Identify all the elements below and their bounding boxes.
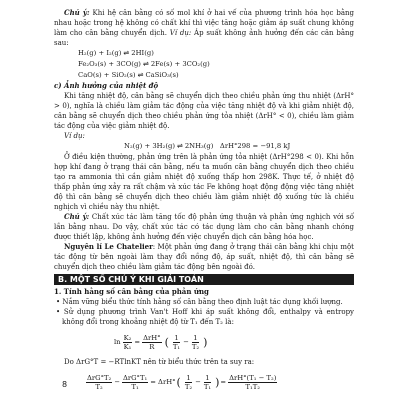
numerator: ΔrG°T₂ (87, 373, 112, 382)
equation-hi (78, 48, 354, 59)
temperature-paragraph: Khi tăng nhiệt độ, cân bằng sẽ chuyển dịch theo chiều phản ứng thu nhiệt (ΔrH° > 0), nghĩa là chiều làm giảm tác động của việc tăng nhiệt độ và khi giảm nhiệt độ, cân bằng sẽ chuyển dịch theo chiều phản ứng tỏa nhiệt (ΔrH° < 0), chiều làm giảm tác động của việc giảm nhiệt độ. (54, 92, 354, 130)
numerator: ΔrG°T₁ (122, 373, 148, 382)
denominator: T₁ (172, 342, 181, 351)
denominator: T₂ (184, 382, 193, 391)
numerator: 1 (174, 333, 179, 342)
equation-casio3 (78, 70, 354, 81)
eq-left: N₂(g) + 3H₂(g) (124, 142, 175, 150)
minus-sign: − (183, 338, 189, 346)
equilibrium-arrow-icon: ⇌ (142, 60, 149, 68)
example-text: Áp suất không ảnh hưởng đến các cân bằng sau: (54, 29, 355, 47)
equation-nh3 (124, 141, 354, 152)
numerator: 1 (193, 333, 198, 342)
note-text: Khi hệ cân bằng có số mol khí ở hai vế của phương trình hóa học bằng nhau hoặc trong hệ không có chất khí thì việc tăng hoặc giảm áp suất chung không làm cho cân bằng chuyển dịch. (54, 9, 355, 37)
numerator: 1 (205, 373, 210, 382)
bullet-icon: • (56, 308, 64, 316)
open-paren: ( (176, 375, 181, 389)
eq-left: H₂(g) + I₂(g) (78, 49, 122, 57)
eq-right: CaSiO₃(s) (145, 71, 179, 79)
denominator: K₁ (123, 342, 132, 351)
subsection-1-heading: 1. Tính hằng số cân bằng của phản ứng (54, 287, 209, 296)
note-label: Chú ý: (64, 212, 90, 221)
fraction (191, 334, 200, 351)
numerator: ΔrH° (143, 333, 161, 342)
numerator: ΔrH°(T₁ − T₂) (229, 373, 277, 382)
eq-right: 2HI(g) (131, 49, 154, 57)
industrial-paragraph: Ở điều kiện thường, phản ứng trên là phản ứng tỏa nhiệt (ΔrH°298 < 0). Khi hỗn hợp khí đang ở trạng thái cân bằng, nếu ta muốn cân bằng chuyển dịch theo chiều tạo ra ammonia thì cần giảm nhiệt độ xuống thấp hơn 298K. Thực tế, ở nhiệt độ thấp phản ứng xảy ra rất chậm và xúc tác Fe không hoạt động động việc tăng nhiệt độ thì cân bằng sẽ chuyển dịch theo chiều làm giảm nhiệt độ xuống tức là chiều nghịch vì chiều này thu nhiệt. (54, 153, 354, 211)
note-pressure (54, 8, 354, 48)
eq-right: 2Fe(s) + 3CO₂(g) (150, 60, 210, 68)
fraction (86, 374, 112, 391)
page-number: 8 (62, 380, 68, 389)
bullet-icon: • (56, 298, 63, 306)
equilibrium-arrow-icon: ⇌ (123, 49, 130, 57)
derivation-intro: Do ΔrG°T = −RTlnKT nên từ biểu thức trên ta suy ra: (64, 358, 255, 366)
eq-left: Fe₂O₃(s) + 3CO(g) (78, 60, 141, 68)
equilibrium-arrow-icon: ⇌ (137, 71, 144, 79)
equation-fe2o3 (78, 59, 354, 70)
list-item-text: Nắm vững biểu thức tính hằng số cân bằng theo định luật tác dụng khối lượng. (62, 298, 343, 306)
equals-sign: = (134, 338, 141, 346)
vant-hoff-equation (114, 331, 354, 353)
temperature-example-label (54, 131, 354, 141)
section-b-heading: B. MỘT SỐ CHÚ Ý KHI GIẢI TOÁN (54, 274, 354, 285)
note-text: Chất xúc tác làm tăng tốc độ phản ứng thuận và phản ứng nghịch với số lần bằng nhau. Do vậy, chất xúc tác có tác dụng làm cho cân bằng nhanh chóng được thiết lập, không ảnh hưởng đến việc chuyển dịch cân bằng hóa học. (54, 213, 354, 241)
equilibrium-arrow-icon: ⇌ (176, 142, 183, 150)
principle-text: : Một phản ứng đang ở trạng thái cân bằng khi chịu một tác động từ bên ngoài làm thay đổi nồng độ, áp suất, nhiệt độ, thì cân bằng sẽ chuyển dịch theo chiều làm giảm tác động bên ngoài đó. (54, 243, 354, 271)
list-item (54, 297, 354, 307)
minus-sign: − (195, 378, 201, 386)
section-c-heading: c) Ảnh hưởng của nhiệt độ (54, 81, 159, 90)
principle-label: Nguyên lí Le Chatelier (64, 242, 153, 251)
denominator: T₂ (95, 382, 103, 391)
denominator: T₁ (203, 382, 212, 391)
list-item (54, 307, 354, 327)
list-item-text: Sử dụng phương trình Van't Hoff khi áp suất không đổi, enthalpy và entropy không đổi trong khoảng nhiệt độ từ T₁ đến T₂ là: (62, 308, 355, 326)
fraction (122, 374, 148, 391)
fraction (142, 334, 161, 351)
le-chatelier-principle (54, 242, 354, 272)
fraction (123, 334, 133, 351)
note-label: Chú ý: (64, 8, 90, 17)
close-paren: ) (215, 375, 220, 389)
numerator: K₂ (123, 333, 132, 342)
document-page (54, 8, 354, 396)
fraction (228, 374, 277, 391)
example-label: Ví dụ: (64, 132, 85, 140)
denominator: R (149, 342, 155, 351)
fraction (172, 334, 181, 351)
equals-sign: = ΔrH° (150, 378, 176, 386)
eq-right: 2NH₃(g) (184, 142, 214, 150)
open-paren: ( (164, 335, 169, 349)
denominator: T₂ (191, 342, 200, 351)
example-label: Ví dụ: (169, 29, 192, 37)
fraction (203, 374, 212, 391)
numerator: 1 (186, 373, 191, 382)
fraction (184, 374, 193, 391)
eq-left: CaO(s) + SiO₂(s) (78, 71, 136, 79)
gibbs-derivation-equation (84, 371, 354, 393)
enthalpy-value: ΔrH°298 = −91,8 kJ (219, 142, 291, 150)
equals-sign: = (220, 378, 227, 386)
denominator: T₁T₂ (245, 382, 260, 391)
denominator: T₁ (131, 382, 139, 391)
minus-sign: − (114, 378, 120, 386)
ln-symbol: ln (114, 338, 121, 346)
close-paren: ) (203, 335, 208, 349)
note-catalyst (54, 212, 354, 242)
